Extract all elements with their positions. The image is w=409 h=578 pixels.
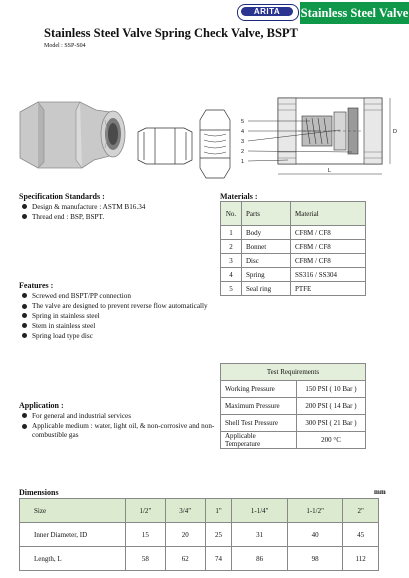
logo-text: ARITA	[241, 7, 293, 16]
test-requirements-table	[220, 363, 366, 449]
table-row	[20, 523, 379, 547]
size-cell: 2"	[343, 499, 379, 523]
cell-value: 150 PSI ( 10 Bar )	[297, 381, 366, 398]
callout-1: 1	[241, 159, 245, 165]
value-cell: 45	[343, 523, 379, 547]
cell-no: 5	[221, 282, 242, 296]
table-row	[221, 398, 366, 415]
list-item: Screwed end BSPT/PP connection	[22, 292, 222, 301]
dimensions-unit: mm	[374, 488, 386, 496]
table-header-row	[221, 202, 366, 226]
table-header-row	[221, 364, 366, 381]
value-cell: 62	[165, 547, 205, 571]
value-cell: 74	[205, 547, 232, 571]
col-material: Material	[291, 202, 366, 226]
table-row	[221, 432, 366, 449]
bullet-icon	[22, 333, 27, 338]
table-row	[221, 381, 366, 398]
value-cell: 31	[232, 523, 287, 547]
row-label: Length, L	[20, 547, 126, 571]
table-row	[221, 240, 366, 254]
bullet-icon	[22, 413, 27, 418]
cell-material: CF8M / CF8	[291, 226, 366, 240]
model-number: Model : SSP-S04	[44, 43, 86, 49]
cell-part: Disc	[242, 254, 291, 268]
cell-no: 3	[221, 254, 242, 268]
cell-label: Applicable Temperature	[221, 432, 297, 449]
list-item: Spring load type disc	[22, 332, 222, 341]
page-title: Stainless Steel Valve Spring Check Valve, BSPT	[44, 26, 298, 40]
table-row	[221, 268, 366, 282]
list-item: Spring in stainless steel	[22, 312, 222, 321]
list-item: Applicable medium : water, light oil, & non-corrosive and non-combustible gas	[22, 422, 222, 440]
bullet-icon	[22, 313, 27, 318]
table-header-row	[20, 499, 379, 523]
cell-part: Bonnet	[242, 240, 291, 254]
features-heading: Features :	[19, 281, 54, 290]
valve-outline-drawing	[138, 128, 192, 164]
brand-logo	[237, 4, 299, 21]
bullet-icon	[22, 323, 27, 328]
list-item: For general and industrial services	[22, 412, 222, 421]
value-cell: 98	[287, 547, 342, 571]
value-cell: 15	[126, 523, 166, 547]
callout-3: 3	[241, 139, 245, 145]
bullet-icon	[22, 204, 27, 209]
cell-part: Body	[242, 226, 291, 240]
value-cell: 25	[205, 523, 232, 547]
dimension-l-label: L	[328, 168, 332, 174]
value-cell: 40	[287, 523, 342, 547]
valve-section-drawing	[248, 98, 390, 174]
cell-material: CF8M / CF8	[291, 240, 366, 254]
cell-part: Seal ring	[242, 282, 291, 296]
dimensions-table	[19, 498, 379, 571]
cell-label: Maximum Pressure	[221, 398, 297, 415]
materials-table	[220, 201, 366, 296]
bullet-icon	[22, 293, 27, 298]
dimension-d-label: D	[393, 129, 397, 135]
spec-item: Thread end : BSP, BSPT.	[22, 213, 104, 222]
materials-heading: Materials :	[220, 192, 258, 201]
value-cell: 86	[232, 547, 287, 571]
valve-photo	[20, 102, 125, 168]
cell-material: SS316 / SS304	[291, 268, 366, 282]
valve-drawings	[10, 90, 400, 182]
features-list	[22, 292, 222, 341]
col-parts: Parts	[242, 202, 291, 226]
test-heading: Test Requirements	[221, 364, 366, 381]
table-row	[221, 254, 366, 268]
table-row	[221, 415, 366, 432]
category-banner: Stainless Steel Valve	[300, 2, 409, 24]
table-row	[221, 226, 366, 240]
size-cell: 1-1/4"	[232, 499, 287, 523]
cell-part: Spring	[242, 268, 291, 282]
size-cell: 1-1/2"	[287, 499, 342, 523]
table-row	[20, 547, 379, 571]
dimensions-heading: Dimensions	[19, 488, 59, 497]
cell-material: PTFE	[291, 282, 366, 296]
cell-material: CF8M / CF8	[291, 254, 366, 268]
value-cell: 58	[126, 547, 166, 571]
spec-item: Design & manufacture : ASTM B16.34	[22, 203, 145, 212]
cell-value: 300 PSI ( 21 Bar )	[297, 415, 366, 432]
list-item: Stem in stainless steel	[22, 322, 222, 331]
cell-label: Shell Test Pressure	[221, 415, 297, 432]
spec-heading: Specification Standards :	[19, 192, 105, 201]
application-list	[22, 412, 222, 440]
size-cell: 1/2"	[126, 499, 166, 523]
callout-2: 2	[241, 149, 245, 155]
bullet-icon	[22, 424, 27, 429]
table-row	[221, 282, 366, 296]
valve-end-view	[200, 110, 230, 178]
cell-no: 4	[221, 268, 242, 282]
size-label: Size	[20, 499, 126, 523]
size-cell: 3/4"	[165, 499, 205, 523]
bullet-icon	[22, 304, 27, 309]
cell-no: 2	[221, 240, 242, 254]
cell-label: Working Pressure	[221, 381, 297, 398]
col-no: No.	[221, 202, 242, 226]
cell-value: 200 °C	[297, 432, 366, 449]
application-heading: Application :	[19, 401, 64, 410]
row-label: Inner Diameter, ID	[20, 523, 126, 547]
size-cell: 1"	[205, 499, 232, 523]
value-cell: 20	[165, 523, 205, 547]
value-cell: 112	[343, 547, 379, 571]
cell-value: 200 PSI ( 14 Bar )	[297, 398, 366, 415]
bullet-icon	[22, 214, 27, 219]
callout-4: 4	[241, 129, 245, 135]
cell-no: 1	[221, 226, 242, 240]
list-item: The valve are designed to prevent reverse flow automatically	[22, 302, 222, 311]
callout-5: 5	[241, 119, 245, 125]
